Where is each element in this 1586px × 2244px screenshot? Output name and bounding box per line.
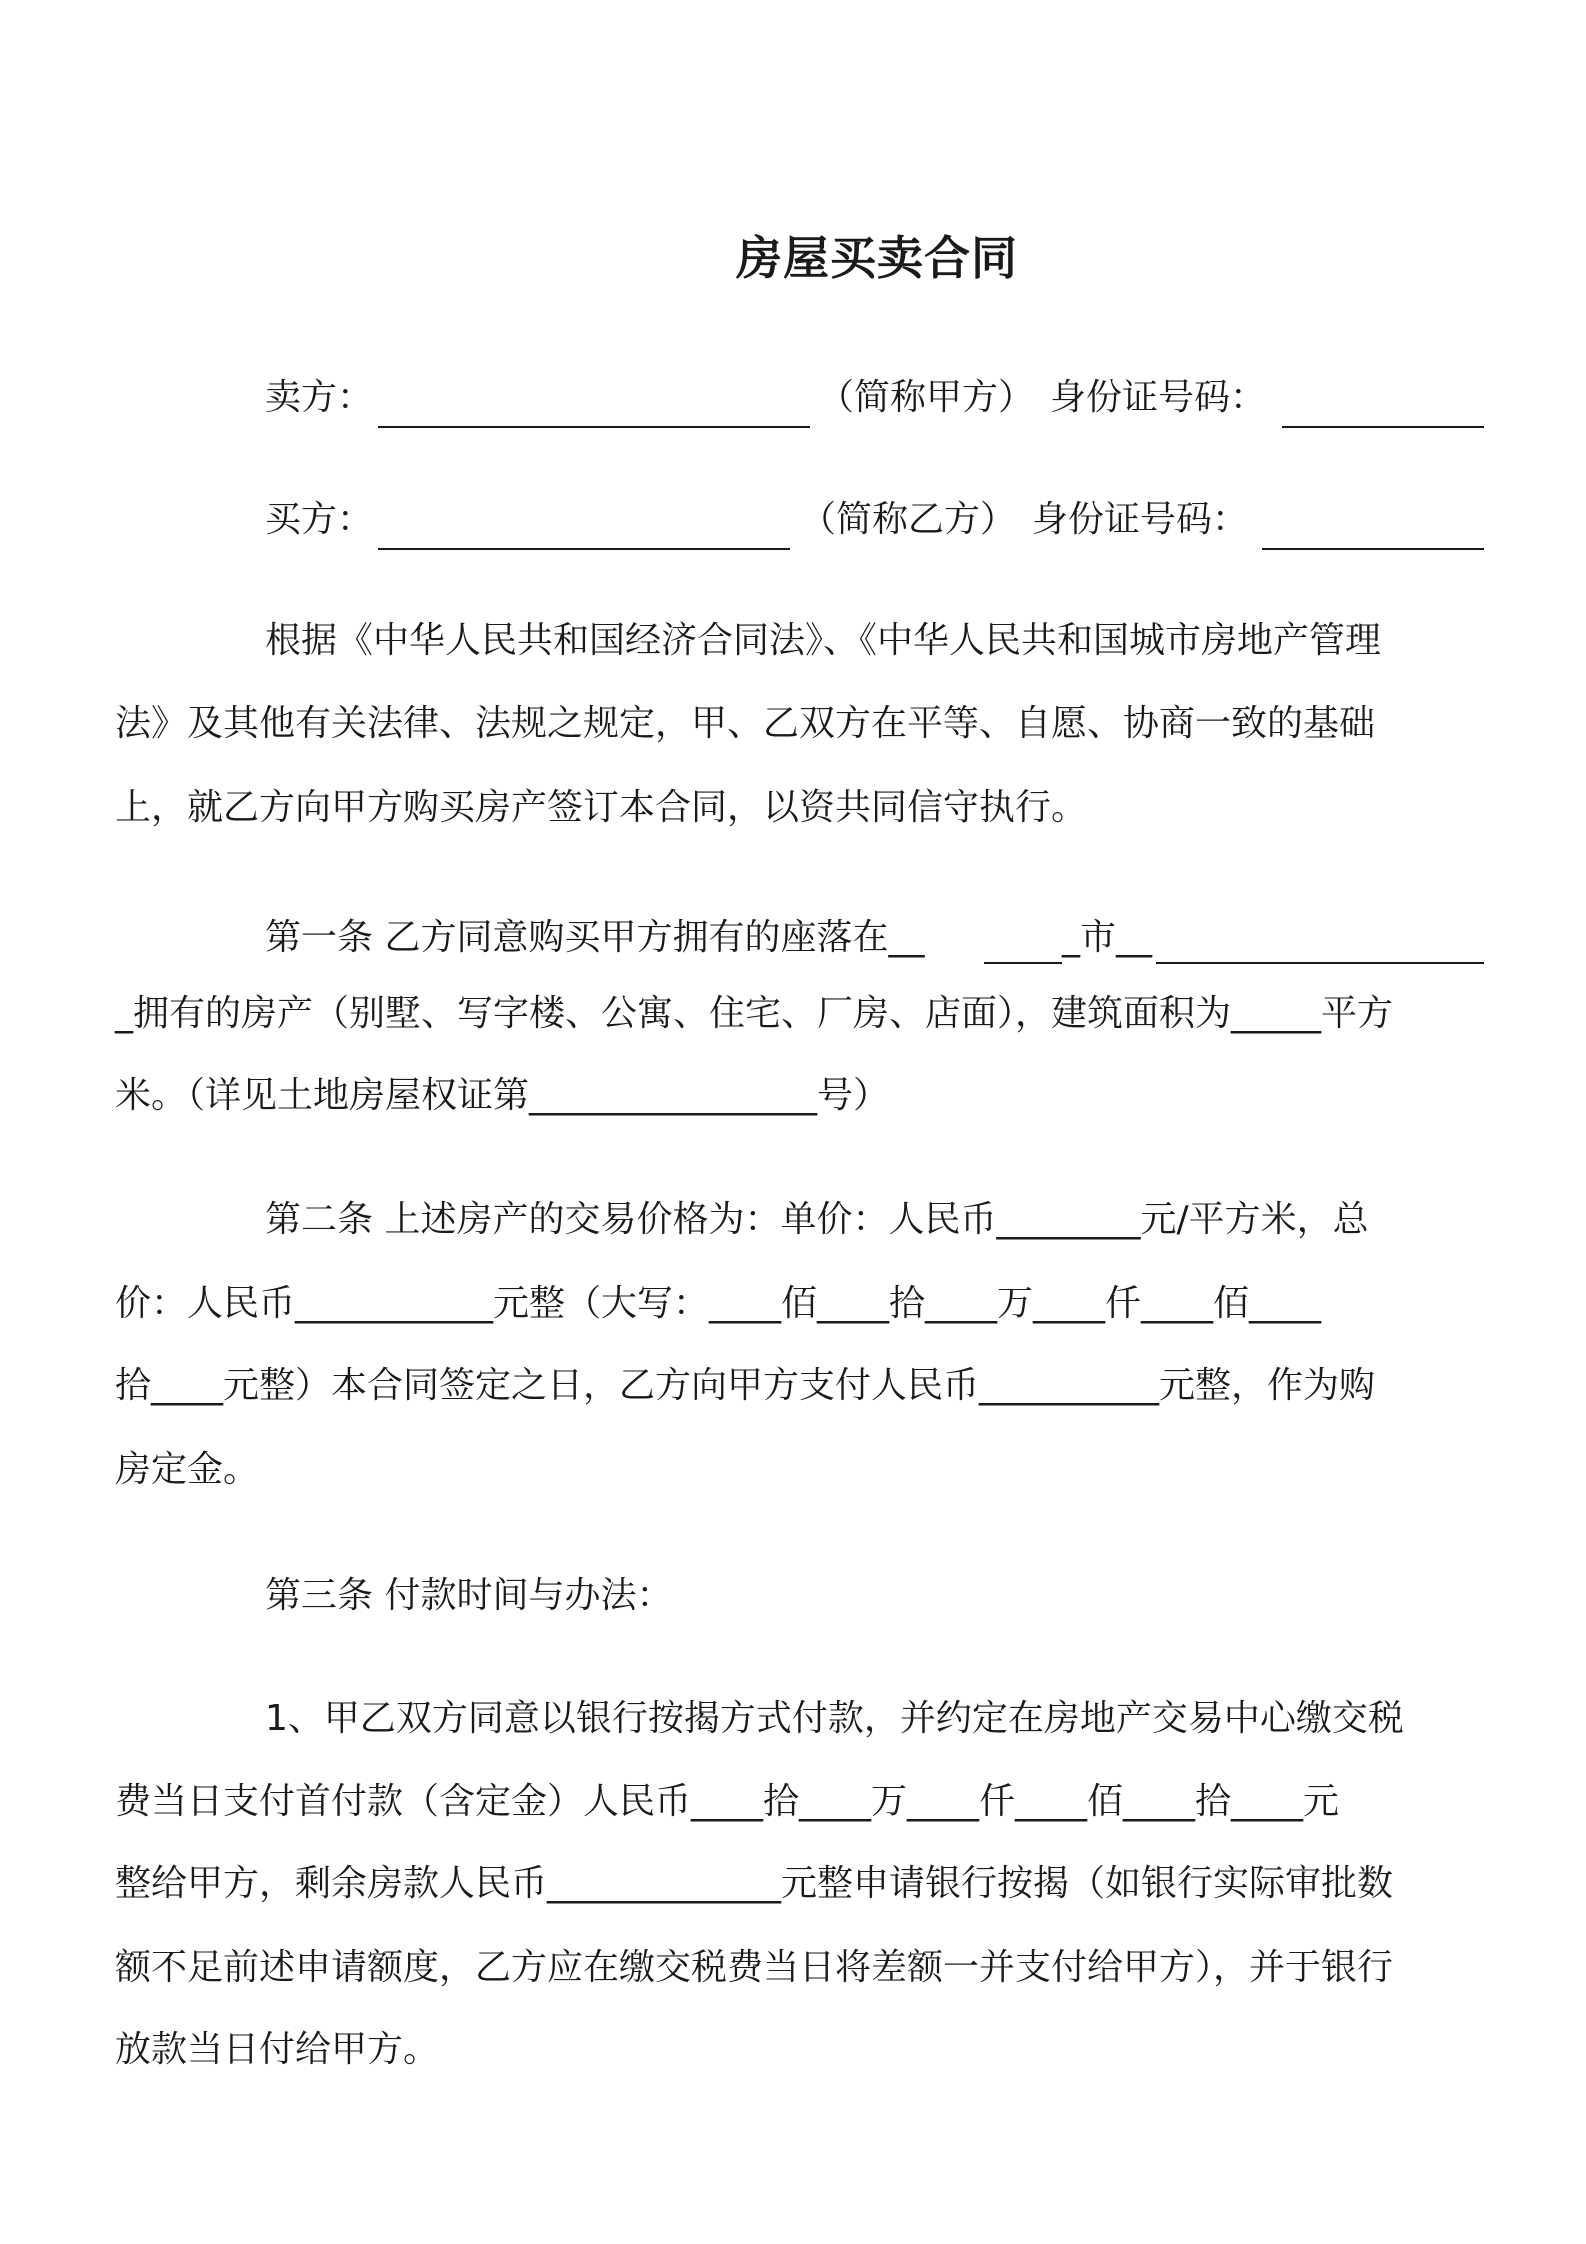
buyer-name-blank[interactable] — [378, 548, 790, 550]
article1-city-blank[interactable] — [984, 962, 1062, 964]
article1-address-blank[interactable] — [1156, 962, 1484, 964]
article3-clause1-line-1: 1、甲乙双方同意以银行按揭方式付款，并约定在房地产交易中心缴交税 — [265, 1698, 1404, 1739]
seller-name-blank[interactable] — [378, 426, 810, 428]
seller-id-blank[interactable] — [1282, 426, 1484, 428]
seller-id-label — [1050, 374, 1266, 422]
article1-line-1-mid: _市__ — [1062, 917, 1153, 958]
article1-line-1 — [265, 914, 924, 962]
buyer-id-label — [1032, 496, 1248, 544]
page-title: 房屋买卖合同 — [736, 231, 1018, 285]
buyer-id-blank[interactable] — [1262, 548, 1484, 550]
buyer-id-label-text: 身份证号码： — [1032, 499, 1249, 540]
article2-line-4: 房定金。 — [115, 1449, 260, 1490]
seller-id-label-text: 身份证号码： — [1050, 377, 1267, 418]
preamble-line-1: 根据《中华人民共和国经济合同法》、《中华人民共和国城市房地产管理 — [265, 620, 1382, 661]
seller-alias-text: （简称甲方） — [818, 377, 1035, 418]
article3-clause1-line-2: 费当日支付首付款（含定金）人民币____拾____万____仟____佰____拾____元 — [115, 1781, 1340, 1822]
article3-clause1-line-3: 整给甲方，剩余房款人民币_____________元整申请银行按揭（如银行实际审批数 — [115, 1863, 1394, 1904]
article1-line-1-text: 第一条 乙方同意购买甲方拥有的座落在__ — [265, 917, 925, 958]
article2-line-3: 拾____元整）本合同签定之日，乙方向甲方支付人民币__________元整，作为购 — [115, 1365, 1376, 1406]
article3-clause1-line-5: 放款当日付给甲方。 — [115, 2029, 440, 2070]
buyer-alias — [800, 496, 1016, 544]
buyer-label: 买方： — [265, 499, 374, 540]
article1-line-2: _拥有的房产（别墅、写字楼、公寓、住宅、厂房、店面），建筑面积为_____平方 — [115, 993, 1394, 1034]
article2-line-1: 第二条 上述房产的交易价格为：单价：人民币________元/平方米，总 — [265, 1199, 1369, 1240]
article3-heading: 第三条 付款时间与办法： — [265, 1575, 673, 1616]
article1-line-3: 米。（详见土地房屋权证第________________号） — [115, 1075, 890, 1116]
buyer-alias-text: （简称乙方） — [800, 499, 1017, 540]
seller-line — [265, 374, 373, 422]
seller-alias — [818, 374, 1034, 422]
preamble-line-3: 上，就乙方向甲方购买房产签订本合同，以资共同信守执行。 — [115, 787, 1088, 828]
buyer-line — [265, 496, 373, 544]
article3-clause1-line-4: 额不足前述申请额度，乙方应在缴交税费当日将差额一并支付给甲方），并于银行 — [115, 1947, 1394, 1988]
article2-line-2: 价：人民币___________元整（大写：____佰____拾____万____仟____佰____ — [115, 1283, 1322, 1324]
preamble-line-2: 法》及其他有关法律、法规之规定，甲、乙双方在平等、自愿、协商一致的基础 — [115, 703, 1376, 744]
seller-label: 卖方： — [265, 377, 374, 418]
